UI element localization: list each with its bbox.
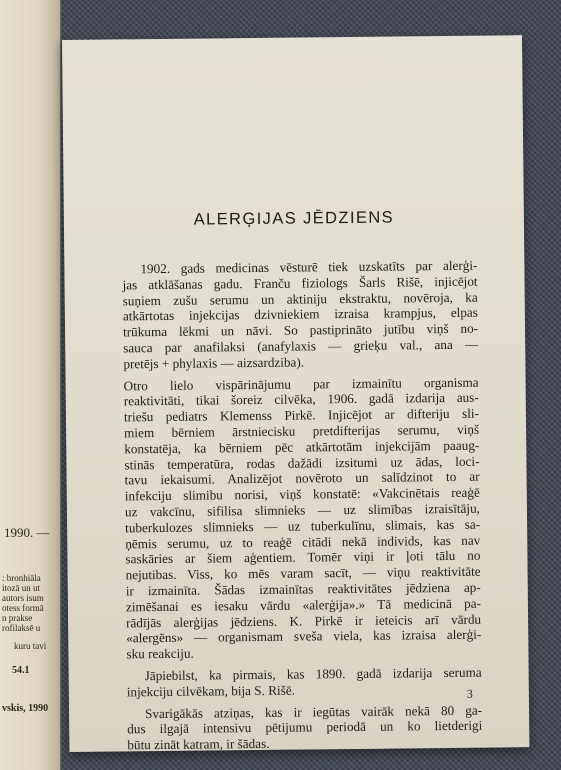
text-line: nejutibas. Viss, ko mēs varam sacīt, — viņu reaktivitāte xyxy=(125,563,481,583)
paragraph xyxy=(127,665,482,700)
left-page-fragment: n prakse xyxy=(2,613,33,623)
text-line: Svarigākās atziņas, kas ir iegūtas vairāk nekā 80 ga- xyxy=(144,702,483,721)
page-title: ALERĢIJAS JĒDZIENS xyxy=(193,208,395,229)
text-line: trūkuma lēkmi un nāvi. So pastiprināto jutību viņš no- xyxy=(122,320,479,340)
paragraph xyxy=(122,258,478,372)
text-line: dus ilgajā intensivu pētijumu periodā un ko lietderigi xyxy=(127,717,483,737)
text-line: atkārtotas injekcijas dzivniekiem izraisa krampjus, elpas xyxy=(122,305,478,324)
text-line: zimēšanai es iesaku vārdu «alerģija».» Tā medicinā pa- xyxy=(125,595,481,615)
text-line: būtu zināt katram, ir šādas. xyxy=(127,735,270,753)
left-page-edge xyxy=(0,0,61,770)
text-line: suņiem zušu serumu un aktiniju ekstraktu, novēroja, ka xyxy=(122,289,478,308)
left-page-fragment: autors isum xyxy=(2,593,44,603)
text-line: tavu iekaisumi. Analizējot novēroto un salīdzinot to ar xyxy=(124,469,480,488)
text-line: «alergēns» — organismam sveša viela, kas izraisa alerģi- xyxy=(126,626,482,646)
text-line: jas atklāšanas gadu. Franču fiziologs Šarls Rišē, injicējot xyxy=(122,273,478,293)
text-line: triešu pediatrs Klemenss Pirkē. Injicējot ar difteriju sli- xyxy=(123,405,480,425)
text-line: Otro lielo vispārinājumu par izmainītu organisma xyxy=(123,374,479,393)
left-page-fragment: 54.1 xyxy=(12,665,30,676)
text-line: rādījās alerģijas jēdziens. K. Pirkē ir ieteicis arī vārdu xyxy=(126,611,482,630)
left-page-fragment: otess formā xyxy=(2,603,44,613)
paragraph xyxy=(124,374,482,662)
text-line: uz vakcīnu, sifilisa slimnieks — uz slimības izraisītāju, xyxy=(124,500,481,520)
text-line: ir izmainīta. Šādas izmainītas reaktivitātes jēdziena ap- xyxy=(125,579,481,599)
left-page-fragment: vskis, 1990 xyxy=(2,703,49,714)
text-line: 1902. gads medicinas vēsturē tiek uzskatīts par alerģi- xyxy=(140,257,478,277)
text-line: reaktivitāti, tikai šoreiz cilvēka, 1906. gadā izdarija aus- xyxy=(123,390,479,409)
text-line: sku reakciju. xyxy=(126,645,194,662)
body-text xyxy=(122,258,482,760)
text-line: konstatēja, ka bērniem pēc atkārtotām injekcijām paaug- xyxy=(124,437,480,457)
text-line: sauca par anafilaksi (anafylaxis — grieķu val., ana — xyxy=(123,336,479,356)
left-page-fragment: itozā un ut xyxy=(2,583,40,593)
left-page-fragment: : bronhiāla xyxy=(2,573,41,583)
text-line: saskāries ar šiem aģentiem. Tomēr viņi ir ļoti tālu no xyxy=(125,547,481,567)
text-line: Jāpiebilst, ka pirmais, kas 1890. gadā izdarija seruma xyxy=(144,664,482,684)
text-line: miem bērniem ārstniecisku pretdifterijas serumu, viņš xyxy=(124,421,480,441)
text-line: infekciju slimibu norisi, viņš konstatē: «Vakcinētais reaģē xyxy=(124,484,480,504)
text-line: stinās temperatūra, rodas dažādi izsitumi uz ādas, loci- xyxy=(124,453,480,472)
text-line: ņēmis serumu, uz to reaģē citādi nekā individs, kas nav xyxy=(125,532,481,551)
text-line: pretējs + phylaxis — aizsardziba). xyxy=(123,354,305,372)
book-page xyxy=(62,35,529,752)
left-page-fragment: rofilaksē u xyxy=(2,623,41,633)
left-page-fragment: 1990. — xyxy=(4,525,50,540)
paragraph xyxy=(127,702,482,753)
text-line: injekciju cilvēkam, bija S. Rišē. xyxy=(126,682,296,700)
text-line: tuberkulozes slimnieks — uz tuberkulīnu, slimais, kas sa- xyxy=(125,516,481,536)
page-number: 3 xyxy=(466,686,473,701)
left-page-fragment: kuru tavi xyxy=(14,641,47,651)
